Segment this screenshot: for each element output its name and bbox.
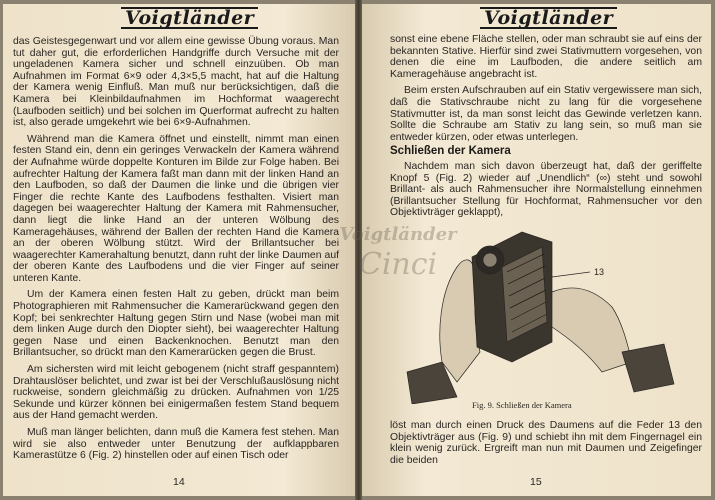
svg-text:Cinci: Cinci <box>358 247 438 282</box>
paragraph: löst man durch einen Druck des Daumens auf die Feder 13 den Objektivträger aus (Fig. 9) und schiebt ihn mit dem Fingernagel ein klein wenig zurück. Ergreift man nun mit Daumen und Zeigefinger die beiden <box>390 420 702 466</box>
paragraph: Am sichersten wird mit leicht gebogenem (nicht straff gespanntem) Drahtauslöser belichtet, und zwar ist bei der Verschlußauslösung nicht ruckweise, sondern gleichmäßig zu drücken. Aufnahmen von 1/25 Sekunde und kürzer können bei einigermaßen festem Stand bequem aus der Hand gemacht werden. <box>13 364 339 422</box>
right-page-body-top <box>390 34 702 148</box>
section-heading: Schließen der Kamera <box>390 145 511 157</box>
svg-text:Voigtländer: Voigtländer <box>339 224 457 245</box>
paragraph: das Geistesgegenwart und vor allem eine gewisse Übung voraus. Man tut daher gut, die erforderlichen Handgriffe durch Versuche mit der ungeladenen Kamera sicher und schnell einzuüben. Ob man Aufnahmen im Format 6×9 oder 4,3×5,5 macht, hat auf die Haltung der Kamera wenig Einfluß. Man muß nur berücksichtigen, daß die Kamera bei Kleinbildaufnahmen im Hochformat waagerecht (Laufboden seitlich) und bei solchen im Querformat aufrecht zu halten ist, also gerade umgekehrt wie bei 6×9-Aufnahmen. <box>13 36 339 129</box>
paragraph: sonst eine ebene Fläche stellen, oder man schraubt sie auf eins der bekannten Stative. Hierfür sind zwei Stativmuttern vorgesehen, von denen die eine im Laufboden, die andere seitlich am Kameragehäuse angebracht ist. <box>390 34 702 80</box>
page-number: 14 <box>173 476 185 488</box>
left-page <box>3 4 355 496</box>
camera-closing-illustration <box>402 212 692 404</box>
voigtlaender-logo: Voigtländer <box>121 7 221 33</box>
paragraph: Muß man länger belichten, dann muß die Kamera fest stehen. Man wird sie also entweder unter Benutzung der aufklappbaren Kamerastütze 6 (Fig. 2) hinstellen oder auf einen Tisch oder <box>13 427 339 462</box>
right-page <box>362 4 711 496</box>
figure-caption: Fig. 9. Schließen der Kamera <box>472 400 572 410</box>
paragraph: Während man die Kamera öffnet und einstellt, nimmt man einen festen Stand ein, denn ein geringes Verwackeln der Kamera während der Aufnahme würde doppelte Konturen im Bilde zur Folge haben. Bei aufrechter Haltung der Kamera faßt man dann mit der linken Hand an den Laufboden, so daß der Daumen die linke und die übrigen vier Finger die rechte Kante des Laufbodens festhalten. Visiert man dagegen bei waagerechter Haltung der Kamera mit Rahmensucher, dann liegt die linke Hand an der unteren Wölbung des Kameragehäuses, während der Ballen der rechten Hand die Kamera an der oberen Wölbung stützt. Wird der Brillantsucher bei waagerechter Kamerahaltung benutzt, dann ruht der linke Daumen auf der oberen Kante des Laufbodens und die vier Finger auf seiner unteren Kante. <box>13 133 339 284</box>
paragraph: Um der Kamera einen festen Halt zu geben, drückt man beim Photographieren mit Rahmensucher die Kamerarückwand gegen den Kopf; bei senkrechter Haltung gegen Stirn und Nase (wobei man mit dem linken Auge durch den Diopter sieht), bei waagerechter Haltung gegen Nase und einen Backenknochen. Benutzt man den Brillantsucher, so drückt man den Kamerarücken gegen die Brust. <box>13 289 339 359</box>
left-page-body <box>13 36 339 467</box>
paragraph: Beim ersten Aufschrauben auf ein Stativ vergewissere man sich, daß die Stativschraube nicht zu lang für die vorgesehene Stativmutter ist, da man sonst leicht das Gewinde verletzen kann. Sollte die Schraube am Stativ zu lang sein, so muß man sie entweder kürzen, oder etwas unterlegen. <box>390 85 702 143</box>
right-sleeve <box>622 344 674 392</box>
voigtlaender-logo: Voigtländer <box>480 7 585 33</box>
paragraph: Nachdem man sich davon überzeugt hat, daß der geriffelte Knopf 5 (Fig. 2) wieder auf „Unendlich“ (∞) steht und sowohl Brillant- als auch Rahmensucher ihre Normalstellung einnehmen (Brillantsucher Stellung für Hochformat, Rahmensucher vor den Objektivträger geklappt), <box>390 161 702 219</box>
right-hand <box>552 288 632 372</box>
right-page-body-bottom <box>390 420 702 471</box>
page-number: 15 <box>530 476 542 488</box>
book-gutter <box>355 0 362 500</box>
figure-label: 13 <box>594 267 605 277</box>
